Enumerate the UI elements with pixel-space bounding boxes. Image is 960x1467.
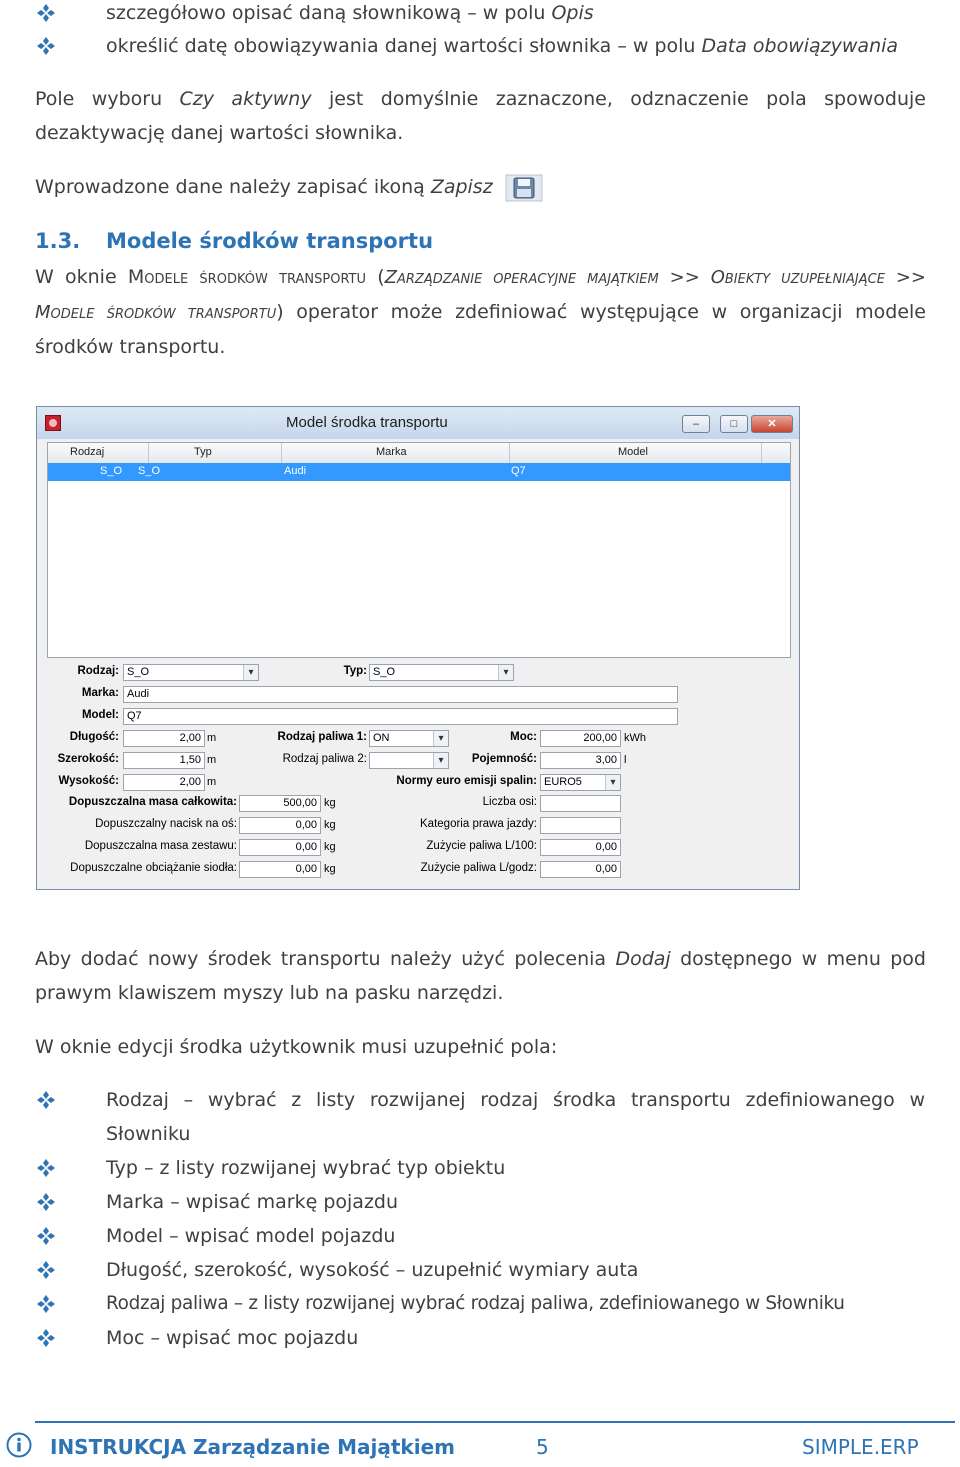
model-window [36, 406, 800, 890]
diamond-bullet-icon [35, 1083, 57, 1117]
cell-rodzaj: S_O [100, 465, 123, 477]
label-szerokosc: Szerokość: [57, 753, 119, 765]
label-siodlo: Dopuszczalne obciążanie siodła: [70, 862, 237, 874]
diamond-bullet-icon [35, 1253, 57, 1287]
diamond-bullet-icon [35, 1185, 57, 1219]
paragraph [35, 170, 926, 204]
dlugosc-input[interactable]: 2,00 [123, 730, 205, 747]
para-emphasis: Zapisz [430, 176, 493, 198]
paliwo1-dropdown[interactable]: ON ▾ [369, 730, 449, 747]
model-form [47, 661, 791, 883]
normy-dropdown[interactable]: EURO5 ▾ [540, 774, 621, 791]
label-rodzaj: Rodzaj: [77, 665, 119, 677]
unit-label: kg [324, 819, 336, 831]
unit-label: kg [324, 797, 336, 809]
save-floppy-icon [505, 174, 543, 202]
section-title: Modele środków transportu [106, 229, 434, 253]
label-osie: Liczba osi: [482, 796, 537, 808]
footer-title: INSTRUKCJA Zarządzanie Majątkiem [50, 1435, 455, 1459]
marka-input[interactable]: Audi [123, 686, 678, 703]
paragraph [35, 82, 926, 150]
minimize-button[interactable]: – [682, 415, 710, 433]
window-titlebar [37, 407, 799, 439]
label-wysokosc: Wysokość: [58, 775, 119, 787]
menu-path: Zarządzanie operacyjne majątkiem >> Obiekty uzupełniające >> Modele środków transportu [35, 267, 926, 323]
para-text: Pole wyboru [35, 88, 180, 110]
label-paliwo1: Rodzaj paliwa 1: [277, 731, 367, 743]
info-icon [6, 1432, 32, 1458]
para-text: ) operator może zdefiniować występujące w organizacji modele środków transportu. [35, 301, 926, 358]
label-zuzycie-lg: Zużycie paliwa L/godz: [420, 862, 537, 874]
bullet-emphasis: Opis [551, 2, 594, 24]
zuzycie-l-input[interactable]: 0,00 [540, 839, 621, 856]
pojemnosc-input[interactable]: 3,00 [540, 752, 621, 769]
diamond-bullet-icon [35, 1219, 57, 1253]
diamond-bullet-icon [35, 1151, 57, 1185]
page-footer [0, 1430, 960, 1466]
label-normy: Normy euro emisji spalin: [396, 775, 537, 787]
footer-brand: SIMPLE.ERP [802, 1435, 919, 1459]
app-icon [45, 415, 61, 431]
unit-label: l [624, 754, 627, 766]
cell-marka: Audi [284, 465, 307, 477]
column-header-model[interactable]: Model [618, 446, 648, 458]
paliwo2-dropdown[interactable] [369, 752, 449, 769]
para-text: ( [366, 266, 385, 288]
kategoria-input[interactable] [540, 817, 621, 834]
bullet-text: szczegółowo opisać daną słownikową – w polu [106, 2, 552, 24]
diamond-bullet-icon [35, 1287, 57, 1321]
unit-label: kWh [624, 732, 646, 744]
bullet-emphasis: Data obowiązywania [701, 35, 899, 57]
unit-label: m [207, 754, 217, 766]
paragraph [35, 942, 926, 1010]
label-pojemnosc: Pojemność: [471, 753, 537, 765]
column-header-marka[interactable]: Marka [376, 446, 407, 458]
zestaw-input[interactable]: 0,00 [239, 839, 321, 856]
rodzaj-dropdown[interactable]: S_O ▾ [123, 664, 259, 681]
bullet-text: Model – wpisać model pojazdu [106, 1225, 396, 1247]
label-moc: Moc: [510, 731, 537, 743]
label-model: Model: [81, 709, 119, 721]
label-zestaw: Dopuszczalna masa zestawu: [84, 840, 237, 852]
cell-typ: S_O [138, 465, 161, 477]
models-grid[interactable] [47, 442, 791, 658]
masa-input[interactable]: 500,00 [239, 795, 321, 812]
para-text: jest domyślnie zaznaczone, odznaczenie pola spowoduje dezaktywację danej wartości słownika. [35, 88, 926, 144]
bullet-text: Rodzaj – wybrać z listy rozwijanej rodzaj środka transportu zdefiniowanego w Słowniku [106, 1089, 925, 1145]
table-row[interactable] [48, 463, 790, 481]
section-number: 1.3. [35, 229, 81, 253]
para-text: dostępnego w menu pod prawym klawiszem myszy lub na pasku narzędzi. [35, 948, 926, 1004]
window-title: Model środka transportu [286, 414, 448, 431]
label-kategoria: Kategoria prawa jazdy: [420, 818, 537, 830]
para-text: Wprowadzone dane należy zapisać ikoną [35, 176, 431, 198]
maximize-button[interactable]: □ [720, 415, 748, 433]
unit-label: kg [324, 863, 336, 875]
label-zuzycie-l: Zużycie paliwa L/100: [426, 840, 537, 852]
para-text: Aby dodać nowy środek transportu należy użyć polecenia [35, 948, 616, 970]
label-typ: Typ: [343, 665, 367, 677]
diamond-bullet-icon [35, 0, 57, 30]
nacisk-input[interactable]: 0,00 [239, 817, 321, 834]
typ-dropdown[interactable]: S_O ▾ [369, 664, 514, 681]
window-name: Modele środków transportu [127, 266, 367, 288]
bullet-text: Rodzaj paliwa – z listy rozwijanej wybrać rodzaj paliwa, zdefiniowanego w Słowniku [106, 1293, 845, 1314]
siodlo-input[interactable]: 0,00 [239, 861, 321, 878]
bullet-text: Moc – wpisać moc pojazdu [106, 1327, 359, 1349]
page-number: 5 [536, 1435, 549, 1459]
label-dlugosc: Długość: [69, 731, 119, 743]
para-emphasis: Czy aktywny [179, 88, 312, 110]
osie-input[interactable] [540, 795, 621, 812]
close-button[interactable]: ✕ [751, 415, 793, 433]
para-emphasis: Dodaj [615, 948, 671, 970]
cell-model: Q7 [511, 465, 526, 477]
paragraph: W oknie edycji środka użytkownik musi uzupełnić pola: [35, 1036, 558, 1058]
column-header-typ[interactable]: Typ [194, 446, 212, 458]
grid-header [48, 443, 790, 464]
diamond-bullet-icon [35, 1321, 57, 1355]
diamond-bullet-icon [35, 29, 57, 63]
footer-divider [35, 1421, 955, 1423]
bullet-text: określić datę obowiązywania danej wartości słownika – w polu [106, 35, 702, 57]
zuzycie-lg-input[interactable]: 0,00 [540, 861, 621, 878]
bullet-text: Marka – wpisać markę pojazdu [106, 1191, 399, 1213]
unit-label: m [207, 776, 217, 788]
szerokosc-input[interactable]: 1,50 [123, 752, 205, 769]
bullet-text: Długość, szerokość, wysokość – uzupełnić wymiary auta [106, 1259, 639, 1281]
label-nacisk: Dopuszczalny nacisk na oś: [95, 818, 237, 830]
paragraph [35, 260, 926, 364]
unit-label: m [207, 732, 217, 744]
label-paliwo2: Rodzaj paliwa 2: [282, 753, 367, 765]
unit-label: kg [324, 841, 336, 853]
label-masa: Dopuszczalna masa całkowita: [68, 796, 237, 808]
model-input[interactable]: Q7 [123, 708, 678, 725]
bullet-text: Typ – z listy rozwijanej wybrać typ obiektu [106, 1157, 506, 1179]
para-text: W oknie [35, 266, 128, 288]
wysokosc-input[interactable]: 2,00 [123, 774, 205, 791]
column-header-rodzaj[interactable]: Rodzaj [70, 446, 105, 458]
label-marka: Marka: [81, 687, 119, 699]
section-heading [35, 224, 433, 258]
moc-input[interactable]: 200,00 [540, 730, 621, 747]
